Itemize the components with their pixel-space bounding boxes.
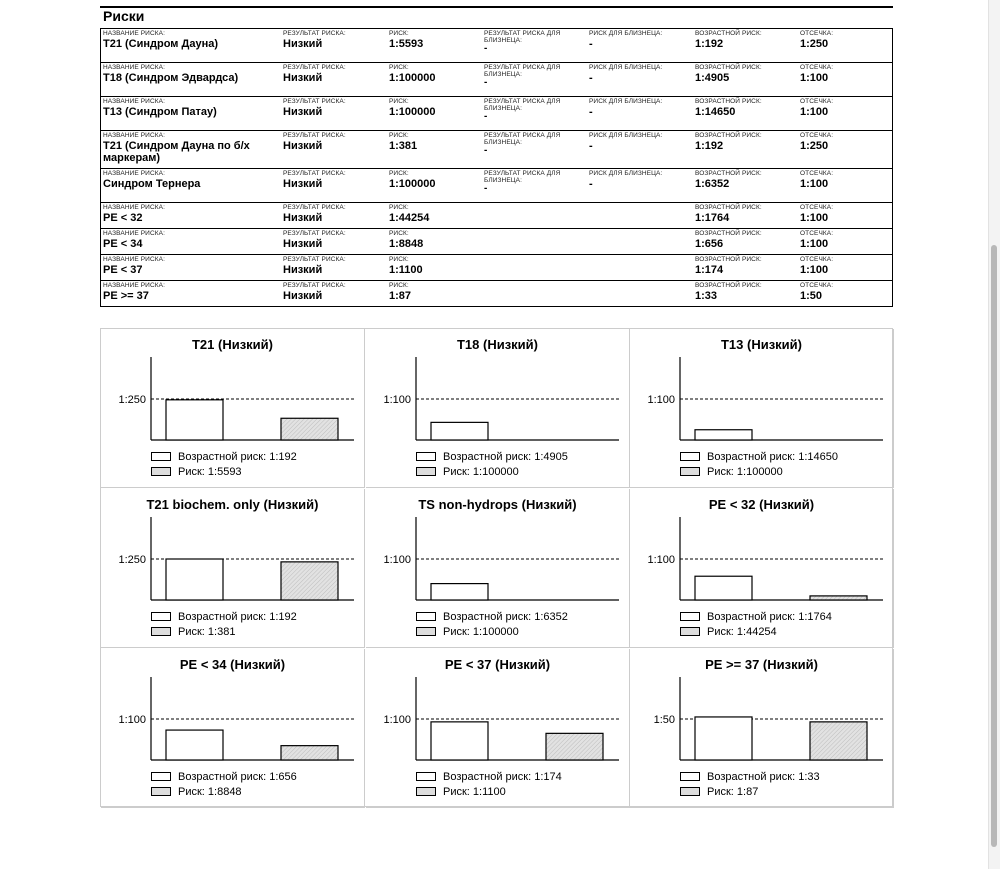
risk-name-cell-value: Синдром Тернера [103, 178, 201, 190]
twin-risk-cell-label: РИСК ДЛЯ БЛИЗНЕЦА: [589, 30, 663, 37]
cutoff-cell-value: 1:100 [800, 106, 829, 118]
risk-name-cell-label: НАЗВАНИЕ РИСКА: [103, 230, 165, 237]
age-risk-bar [166, 400, 223, 440]
legend-item [680, 784, 820, 799]
chart-title: PE >= 37 (Низкий) [705, 657, 818, 672]
age-risk-bar [431, 722, 488, 760]
cutoff-cell [800, 282, 890, 302]
legend-item [416, 784, 562, 799]
risk-name-cell [103, 256, 281, 276]
age-risk-cell-label: ВОЗРАСТНОЙ РИСК: [695, 204, 762, 211]
cutoff-cell-value: 1:100 [800, 72, 829, 84]
risk-name-cell [103, 98, 281, 118]
twin-risk-cell-value: - [589, 72, 593, 84]
risk-value-cell [389, 64, 479, 84]
age-risk-cell-value: 1:192 [695, 38, 724, 50]
cutoff-cell-label: ОТСЕЧКА: [800, 230, 834, 237]
age-risk-swatch [416, 612, 436, 621]
risk-bar [281, 562, 338, 600]
twin-result-cell [484, 132, 584, 155]
twin-result-cell-label: РЕЗУЛЬТАТ РИСКА ДЛЯ БЛИЗНЕЦА: [484, 170, 561, 184]
risk-row [101, 281, 892, 306]
cutoff-cell-label: ОТСЕЧКА: [800, 30, 834, 37]
cutoff-cell-value: 1:250 [800, 38, 829, 50]
risk-name-cell-label: НАЗВАНИЕ РИСКА: [103, 64, 165, 71]
legend-item [151, 609, 297, 624]
risk-value-cell-value: 1:5593 [389, 38, 424, 50]
legend-label: Возрастной риск: 1:33 [707, 770, 820, 783]
cutoff-tick-label: 1:100 [383, 554, 411, 566]
age-risk-cell [695, 282, 795, 302]
risk-value-cell-value: 1:100000 [389, 72, 436, 84]
risk-row [101, 131, 892, 169]
risk-name-cell-label: НАЗВАНИЕ РИСКА: [103, 282, 165, 289]
risk-result-cell [283, 98, 383, 118]
risk-value-cell-label: РИСК: [389, 64, 409, 71]
risk-name-cell-label: НАЗВАНИЕ РИСКА: [103, 256, 165, 263]
risk-result-cell [283, 256, 383, 276]
cutoff-cell [800, 30, 890, 50]
risk-chart [630, 649, 894, 808]
legend-label: Возрастной риск: 1:192 [178, 450, 297, 463]
age-risk-cell [695, 256, 795, 276]
risk-value-cell-value: 1:1100 [389, 264, 423, 276]
twin-result-cell-value: - [484, 77, 488, 88]
legend-item [151, 769, 297, 784]
cutoff-cell-value: 1:250 [800, 140, 829, 152]
legend-label: Риск: 1:381 [178, 625, 236, 638]
legend-item [680, 769, 820, 784]
twin-risk-cell-value: - [589, 106, 593, 118]
risk-result-cell-label: РЕЗУЛЬТАТ РИСКА: [283, 98, 346, 105]
cutoff-cell-label: ОТСЕЧКА: [800, 98, 834, 105]
risk-value-cell-label: РИСК: [389, 282, 409, 289]
chart-legend [416, 609, 568, 639]
age-risk-swatch [151, 772, 171, 781]
risk-name-cell-label: НАЗВАНИЕ РИСКА: [103, 30, 165, 37]
risk-value-cell-value: 1:100000 [389, 178, 436, 190]
risk-chart [101, 649, 365, 808]
risk-value-cell-value: 1:100000 [389, 106, 436, 118]
risk-name-cell-label: НАЗВАНИЕ РИСКА: [103, 170, 165, 177]
twin-result-cell [484, 30, 584, 53]
age-risk-bar [166, 559, 223, 600]
cutoff-cell [800, 98, 890, 118]
twin-risk-cell-value: - [589, 178, 593, 190]
risk-result-cell [283, 64, 383, 84]
twin-risk-cell-label: РИСК ДЛЯ БЛИЗНЕЦА: [589, 64, 663, 71]
risk-result-cell-value: Низкий [283, 38, 323, 50]
chart-title: T21 (Низкий) [191, 337, 273, 352]
risk-value-cell-label: РИСК: [389, 30, 409, 37]
legend-item [151, 784, 297, 799]
risk-result-cell-label: РЕЗУЛЬТАТ РИСКА: [283, 256, 346, 263]
age-risk-cell-label: ВОЗРАСТНОЙ РИСК: [695, 282, 762, 289]
risk-result-cell [283, 170, 383, 190]
risk-name-cell [103, 132, 281, 164]
legend-item [680, 624, 832, 639]
age-risk-cell-value: 1:174 [695, 264, 724, 276]
age-risk-cell [695, 204, 795, 224]
legend-label: Возрастной риск: 1:174 [443, 770, 562, 783]
age-risk-cell-label: ВОЗРАСТНОЙ РИСК: [695, 256, 762, 263]
risk-value-cell-label: РИСК: [389, 132, 409, 139]
age-risk-bar [695, 430, 752, 440]
chart-title: T21 biochem. only (Низкий) [146, 497, 319, 512]
risk-chart [101, 489, 365, 648]
age-risk-cell-label: ВОЗРАСТНОЙ РИСК: [695, 64, 762, 71]
risk-name-cell-value: PE < 37 [103, 264, 143, 276]
legend-label: Риск: 1:100000 [707, 465, 783, 478]
legend-item [151, 449, 297, 464]
risk-value-cell [389, 282, 479, 302]
risk-value-cell [389, 230, 479, 250]
age-risk-cell-value: 1:14650 [695, 106, 736, 118]
risk-name-cell [103, 30, 281, 50]
cutoff-tick-label: 1:100 [118, 714, 146, 726]
risk-result-cell-label: РЕЗУЛЬТАТ РИСКА: [283, 64, 346, 71]
risk-value-cell [389, 170, 479, 190]
age-risk-cell-value: 1:192 [695, 140, 724, 152]
cutoff-tick-label: 1:250 [118, 554, 146, 566]
age-risk-swatch [416, 452, 436, 461]
cutoff-cell [800, 256, 890, 276]
twin-result-cell-value: - [484, 183, 488, 194]
legend-item [151, 624, 297, 639]
risk-value-cell-label: РИСК: [389, 230, 409, 237]
cutoff-tick-label: 1:100 [647, 394, 675, 406]
age-risk-bar [695, 717, 752, 760]
age-risk-bar [166, 730, 223, 760]
risk-swatch [151, 627, 171, 636]
risk-result-cell-label: РЕЗУЛЬТАТ РИСКА: [283, 132, 346, 139]
age-risk-cell-value: 1:656 [695, 238, 724, 250]
twin-result-cell-value: - [484, 43, 488, 54]
chart-legend [151, 449, 297, 479]
risk-chart [630, 329, 894, 488]
risk-row [101, 29, 892, 63]
legend-item [680, 464, 838, 479]
risk-value-cell-value: 1:8848 [389, 238, 424, 250]
scrollbar-thumb[interactable] [991, 245, 997, 847]
risk-name-cell-value: PE < 34 [103, 238, 143, 250]
legend-label: Возрастной риск: 1:192 [178, 610, 297, 623]
legend-label: Возрастной риск: 1:6352 [443, 610, 568, 623]
chart-title: T18 (Низкий) [456, 337, 538, 352]
legend-item [416, 464, 568, 479]
twin-result-cell [484, 98, 584, 121]
risk-row [101, 203, 892, 229]
age-risk-cell-value: 1:33 [695, 290, 718, 302]
twin-result-cell-label: РЕЗУЛЬТАТ РИСКА ДЛЯ БЛИЗНЕЦА: [484, 30, 561, 44]
cutoff-cell-value: 1:100 [800, 178, 829, 190]
cutoff-cell [800, 170, 890, 190]
risk-value-cell [389, 98, 479, 118]
risk-value-cell-value: 1:44254 [389, 212, 430, 224]
cutoff-tick-label: 1:100 [383, 714, 411, 726]
risk-name-cell [103, 230, 281, 250]
risk-row [101, 169, 892, 203]
age-risk-cell [695, 98, 795, 118]
risk-name-cell [103, 204, 281, 224]
age-risk-swatch [416, 772, 436, 781]
risk-name-cell-label: НАЗВАНИЕ РИСКА: [103, 98, 165, 105]
age-risk-cell-value: 1:4905 [695, 72, 730, 84]
risk-chart [101, 329, 365, 488]
age-risk-cell [695, 230, 795, 250]
risk-name-cell-value: PE >= 37 [103, 290, 149, 302]
cutoff-cell-label: ОТСЕЧКА: [800, 282, 834, 289]
risk-value-cell-label: РИСК: [389, 98, 409, 105]
twin-risk-cell-label: РИСК ДЛЯ БЛИЗНЕЦА: [589, 132, 663, 139]
risk-name-cell-value: T13 (Синдром Патау) [103, 106, 217, 118]
twin-risk-cell-value: - [589, 38, 593, 50]
age-risk-swatch [680, 772, 700, 781]
risk-value-cell-label: РИСК: [389, 204, 409, 211]
risk-result-cell-value: Низкий [283, 140, 323, 152]
legend-item [151, 464, 297, 479]
top-rule [100, 6, 893, 8]
cutoff-cell [800, 204, 890, 224]
risk-result-cell [283, 132, 383, 152]
age-risk-bar [695, 576, 752, 600]
twin-result-cell [484, 64, 584, 87]
risk-name-cell-label: НАЗВАНИЕ РИСКА: [103, 204, 165, 211]
legend-label: Риск: 1:44254 [707, 625, 777, 638]
risk-result-cell-value: Низкий [283, 264, 323, 276]
legend-label: Риск: 1:8848 [178, 785, 242, 798]
section-title: Риски [103, 8, 145, 24]
cutoff-cell [800, 64, 890, 84]
age-risk-cell-label: ВОЗРАСТНОЙ РИСК: [695, 132, 762, 139]
risk-bar [281, 746, 338, 760]
risk-name-cell [103, 64, 281, 84]
twin-risk-cell-label: РИСК ДЛЯ БЛИЗНЕЦА: [589, 170, 663, 177]
risk-chart [366, 649, 630, 808]
cutoff-cell-value: 1:100 [800, 212, 829, 224]
legend-label: Возрастной риск: 1:656 [178, 770, 297, 783]
legend-item [680, 449, 838, 464]
cutoff-cell [800, 132, 890, 152]
risk-row [101, 229, 892, 255]
legend-label: Возрастной риск: 1:1764 [707, 610, 832, 623]
risk-value-cell [389, 204, 479, 224]
twin-result-cell-label: РЕЗУЛЬТАТ РИСКА ДЛЯ БЛИЗНЕЦА: [484, 98, 561, 112]
age-risk-cell [695, 64, 795, 84]
chart-legend [151, 609, 297, 639]
legend-label: Возрастной риск: 1:14650 [707, 450, 838, 463]
age-risk-bar [431, 422, 488, 440]
cutoff-cell-value: 1:100 [800, 238, 829, 250]
cutoff-tick-label: 1:100 [383, 394, 411, 406]
risk-result-cell [283, 204, 383, 224]
risk-value-cell-value: 1:87 [389, 290, 412, 302]
risk-name-cell-value: T18 (Синдром Эдвардса) [103, 72, 239, 84]
twin-risk-cell-value: - [589, 140, 593, 152]
age-risk-cell-label: ВОЗРАСТНОЙ РИСК: [695, 230, 762, 237]
twin-result-cell-label: РЕЗУЛЬТАТ РИСКА ДЛЯ БЛИЗНЕЦА: [484, 64, 561, 78]
legend-label: Риск: 1:87 [707, 785, 759, 798]
risk-bar [546, 733, 603, 760]
risk-bar [281, 418, 338, 440]
chart-title: PE < 32 (Низкий) [708, 497, 815, 512]
risk-result-cell-value: Низкий [283, 106, 323, 118]
age-risk-bar [431, 584, 488, 600]
risk-result-cell [283, 30, 383, 50]
risk-row [101, 97, 892, 131]
risk-result-cell-label: РЕЗУЛЬТАТ РИСКА: [283, 170, 346, 177]
risk-swatch [680, 467, 700, 476]
age-risk-cell-value: 1:6352 [695, 178, 730, 190]
risk-name-cell [103, 170, 281, 190]
chart-title: T13 (Низкий) [720, 337, 802, 352]
cutoff-cell-label: ОТСЕЧКА: [800, 64, 834, 71]
cutoff-cell-label: ОТСЕЧКА: [800, 204, 834, 211]
risk-result-cell-value: Низкий [283, 72, 323, 84]
cutoff-tick-label: 1:50 [653, 714, 675, 726]
cutoff-cell-label: ОТСЕЧКА: [800, 256, 834, 263]
cutoff-tick-label: 1:250 [118, 394, 146, 406]
risk-chart [630, 489, 894, 648]
risk-swatch [416, 627, 436, 636]
chart-title: PE < 37 (Низкий) [444, 657, 551, 672]
risk-result-cell-value: Низкий [283, 212, 323, 224]
risk-value-cell-label: РИСК: [389, 256, 409, 263]
risk-chart [366, 329, 630, 488]
legend-label: Риск: 1:1100 [443, 785, 506, 798]
risk-result-cell-label: РЕЗУЛЬТАТ РИСКА: [283, 204, 346, 211]
legend-item [680, 609, 832, 624]
age-risk-cell [695, 132, 795, 152]
twin-risk-cell [589, 98, 689, 118]
risk-value-cell [389, 256, 479, 276]
risk-name-cell-value: T21 (Синдром Дауна) [103, 38, 218, 50]
chart-legend [680, 449, 838, 479]
twin-risk-cell [589, 30, 689, 50]
twin-risk-cell-label: РИСК ДЛЯ БЛИЗНЕЦА: [589, 98, 663, 105]
age-risk-swatch [151, 452, 171, 461]
risk-swatch [680, 627, 700, 636]
legend-label: Риск: 1:100000 [443, 465, 519, 478]
chart-title: TS non-hydrops (Низкий) [418, 497, 577, 512]
twin-result-cell-value: - [484, 111, 488, 122]
cutoff-cell-label: ОТСЕЧКА: [800, 170, 834, 177]
cutoff-cell-value: 1:50 [800, 290, 823, 302]
legend-item [416, 609, 568, 624]
chart-grid [100, 328, 893, 807]
cutoff-cell-label: ОТСЕЧКА: [800, 132, 834, 139]
risk-name-cell-value: PE < 32 [103, 212, 143, 224]
risk-bar [810, 596, 867, 600]
risk-result-cell-value: Низкий [283, 178, 323, 190]
age-risk-swatch [151, 612, 171, 621]
chart-legend [151, 769, 297, 799]
twin-risk-cell [589, 170, 689, 190]
risk-name-cell-label: НАЗВАНИЕ РИСКА: [103, 132, 165, 139]
twin-risk-cell [589, 64, 689, 84]
twin-result-cell-value: - [484, 145, 488, 156]
risk-result-cell-value: Низкий [283, 290, 323, 302]
legend-label: Риск: 1:100000 [443, 625, 519, 638]
risk-result-cell-value: Низкий [283, 238, 323, 250]
age-risk-swatch [680, 612, 700, 621]
chart-legend [680, 769, 820, 799]
risk-name-cell-value: T21 (Синдром Дауна по б/х маркерам) [103, 140, 250, 164]
risk-result-cell-label: РЕЗУЛЬТАТ РИСКА: [283, 230, 346, 237]
age-risk-cell-label: ВОЗРАСТНОЙ РИСК: [695, 170, 762, 177]
age-risk-swatch [680, 452, 700, 461]
risk-result-cell-label: РЕЗУЛЬТАТ РИСКА: [283, 282, 346, 289]
risk-swatch [416, 467, 436, 476]
risk-value-cell-label: РИСК: [389, 170, 409, 177]
risk-result-cell [283, 282, 383, 302]
chart-legend [416, 769, 562, 799]
risk-row [101, 63, 892, 97]
risk-value-cell [389, 30, 479, 50]
risk-table [100, 28, 893, 307]
risk-chart [366, 489, 630, 648]
legend-label: Риск: 1:5593 [178, 465, 242, 478]
cutoff-cell-value: 1:100 [800, 264, 829, 276]
risk-name-cell [103, 282, 281, 302]
chart-legend [680, 609, 832, 639]
risk-value-cell [389, 132, 479, 152]
scrollbar[interactable] [988, 0, 1000, 869]
risk-swatch [680, 787, 700, 796]
risk-swatch [151, 787, 171, 796]
twin-result-cell-label: РЕЗУЛЬТАТ РИСКА ДЛЯ БЛИЗНЕЦА: [484, 132, 561, 146]
cutoff-cell [800, 230, 890, 250]
risk-value-cell-value: 1:381 [389, 140, 418, 152]
age-risk-cell-label: ВОЗРАСТНОЙ РИСК: [695, 98, 762, 105]
legend-item [416, 624, 568, 639]
legend-label: Возрастной риск: 1:4905 [443, 450, 568, 463]
chart-title: PE < 34 (Низкий) [179, 657, 286, 672]
cutoff-tick-label: 1:100 [647, 554, 675, 566]
age-risk-cell [695, 170, 795, 190]
chart-legend [416, 449, 568, 479]
risk-result-cell-label: РЕЗУЛЬТАТ РИСКА: [283, 30, 346, 37]
age-risk-cell-value: 1:1764 [695, 212, 730, 224]
risk-result-cell [283, 230, 383, 250]
risk-row [101, 255, 892, 281]
risk-swatch [416, 787, 436, 796]
risk-swatch [151, 467, 171, 476]
age-risk-cell-label: ВОЗРАСТНОЙ РИСК: [695, 30, 762, 37]
legend-item [416, 449, 568, 464]
age-risk-cell [695, 30, 795, 50]
twin-result-cell [484, 170, 584, 193]
risk-bar [810, 722, 867, 760]
twin-risk-cell [589, 132, 689, 152]
legend-item [416, 769, 562, 784]
